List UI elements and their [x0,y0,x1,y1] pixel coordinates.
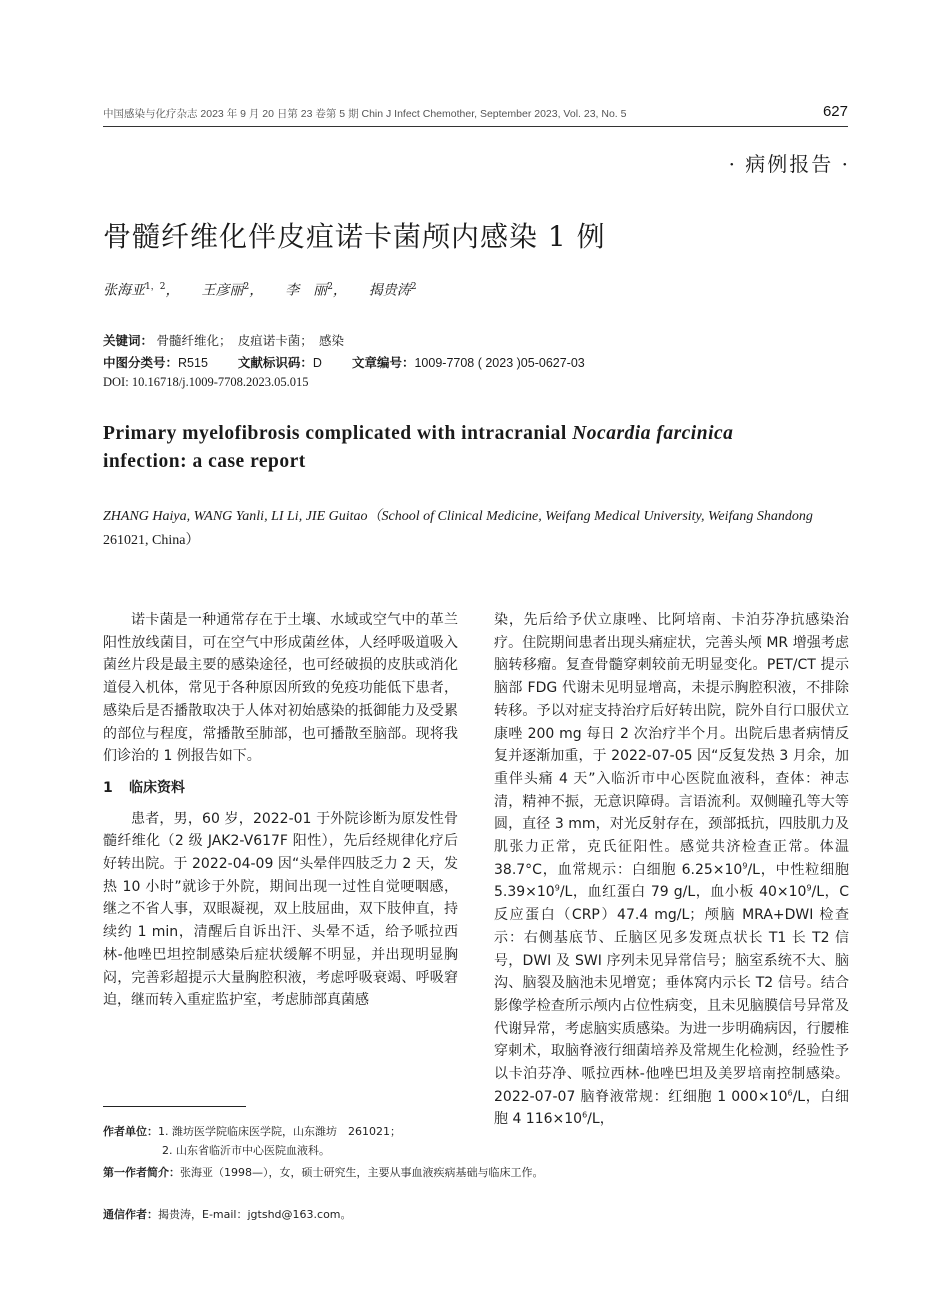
document-code: D [312,356,322,370]
first-author-label: 第一作者简介： [103,1166,180,1179]
corresponding-email: 揭贵涛，E-mail：jgtshd@163.com。 [158,1208,352,1221]
author-name: 王彦丽 [201,282,244,299]
intro-paragraph: 诺卡菌是一种通常存在于土壤、水域或空气中的革兰阳性放线菌目，可在空气中形成菌丝体，人经呼吸道吸入菌丝片段是最主要的感染途径，也可经破损的皮肤或消化道侵入机体，常见于各种原因所致的免疫功能低下患者，感染后是否播散取决于人体对初始感染的抵御能力及受累的部位与程度，常播散至肺部，也可播散至脑部。现将我们诊治的 1 例报告如下。 [103,612,458,765]
footnote-affiliations: 作者单位：1. 潍坊医学院临床医学院，山东潍坊 261021； 2. 山东省临沂市中心医院血液科。 [103,1125,401,1157]
article-number: 1009-7708 ( 2023 )05-0627-03 [414,356,585,370]
species-name: Nocardia farcinica [572,423,734,444]
author-affiliation-mark: 2 [243,282,250,292]
english-authors-affiliation: ZHANG Haiya, WANG Yanli, LI Li, JIE Guitao（School of Clinical Medicine, Weifang Medical University, Weifang Shandong 261021, China） [103,509,813,548]
chinese-author-list: 张海亚$^{1,2}$， 王彦丽$^2$， 李 丽$^2$， 揭贵涛$^2$ [103,282,417,299]
keywords: 骨髓纤维化； 皮疽诺卡菌； 感染 [156,334,345,348]
right-column [494,609,849,1131]
keywords-line [103,331,344,349]
article-number-label: 文章编号： [351,356,415,370]
doi: DOI: 10.16718/j.1009-7708.2023.05.015 [103,375,309,389]
case-paragraph-continued: 染，先后给予伏立康唑、比阿培南、卡泊芬净抗感染治疗。住院期间患者出现头痛症状，完善头颅 MR 增强考虑脑转移瘤。复查骨髓穿刺较前无明显变化。PET/CT 提示脑部 FDG 代谢未见明显增高，未提示胸腔积液，不排除转移。予以对症支持治疗后好转出院，院外自行口服伏立康唑 200 mg 每日 2 次治疗半个月。出院后患者病情反复并逐渐加重，于 2022-07-05 因“反复发热 3 月余，加重伴头痛 4 天”入临沂市中心医院血液科，查体：神志清，精神不振，无意识障碍。言语流利。双侧瞳孔等大等圆，直径 3 mm，对光反射存在，颈部抵抗，四肢肌力及肌张力正常，克氏征阳性。感觉共济检查正常。体温 38.7°C，血常规示：白细胞 $6.25\times 10^9/L$，中性粒细胞 $5.39\times 10^9/L$，血红蛋白 79 g/L，血小板 $40\times 10^9/L$，C 反应蛋白（CRP）47.4 mg/L；颅脑 MRA+DWI 检查示：右侧基底节、丘脑区见多发斑点状长 T1 长 T2 信号，DWI 及 SWI 序列未见异常信号；脑室系统不大、脑沟、脑裂及脑池未见增宽；垂体窝内示长 T2 信号。结合影像学检查所示颅内占位性病变，且未见脑膜信号异常及代谢异常，考虑脑实质感染。为进一步明确病因，行腰椎穿刺术，取脑脊液行细菌培养及常规生化检测，经验性予以卡泊芬净、哌拉西林-他唑巴坦及美罗培南控制感染。2022-07-07 脑脊液常规：红细胞 1 $000\times 10^6/L$，白细胞 4 $116\times 10^6/L$， [494,612,849,1128]
chinese-title: 骨髓纤维化伴皮疽诺卡菌颅内感染 1 例 [103,220,606,253]
footnote-divider [103,1106,246,1107]
author-affiliation-mark: 2 [327,282,333,292]
author-name: 李 丽 [285,282,328,299]
footnote-first-author: 第一作者简介：张海亚（1998—），女，硕士研究生，主要从事血液疾病基础与临床工作。 [103,1166,544,1179]
author-name: 揭贵涛 [368,282,411,299]
classification-line [103,353,585,371]
page-number: 627 [822,103,848,120]
document-code-label: 文献标识码： [237,356,313,370]
keywords-label: 关键词： [103,334,154,348]
clc-label: 中图分类号： [103,356,179,370]
journal-citation: 中国感染与化疗杂志 2023 年 9 月 20 日第 23 卷第 5 期 Chin J Infect Chemother, September 2023, Vol. 23, No. 5 [103,108,627,120]
corresponding-label: 通信作者： [103,1208,158,1221]
left-column [103,609,458,1012]
english-title: Primary myelofibrosis complicated with intracranial Nocardia farcinica infection: a case report [103,423,734,472]
author-affiliation-mark: 1，2 [145,282,166,292]
clc-code: R515 [178,356,208,370]
footnote-corresponding-author [103,1205,463,1224]
case-paragraph: 患者，男，60 岁，2022-01 于外院诊断为原发性骨髓纤维化（2 级 JAK2-V617F 阳性），先后经规律化疗后好转出院。于 2022-04-09 因“头晕伴四肢乏力 2 天，发热 10 小时”就诊于外院，期间出现一过性自觉哽咽感，继之不省人事，双眼凝视，双上肢屈曲，双下肢伸直，持续约 1 min，清醒后自诉出汗、头晕不适，给予哌拉西林-他唑巴坦控制感染后症状缓解不明显，并出现明显胸闷，完善彩超提示大量胸腔积液，考虑呼吸衰竭、呼吸窘迫，继而转入重症监护室，考虑肺部真菌感 [103,810,458,1009]
unit-label: 作者单位： [103,1125,158,1138]
author-affiliation-mark: 2 [410,282,417,292]
running-header [103,104,848,127]
author-name: 张海亚 [103,282,145,299]
section-heading: 1 临床资料 [103,779,185,796]
column-label: · 病例报告 · [728,152,850,176]
